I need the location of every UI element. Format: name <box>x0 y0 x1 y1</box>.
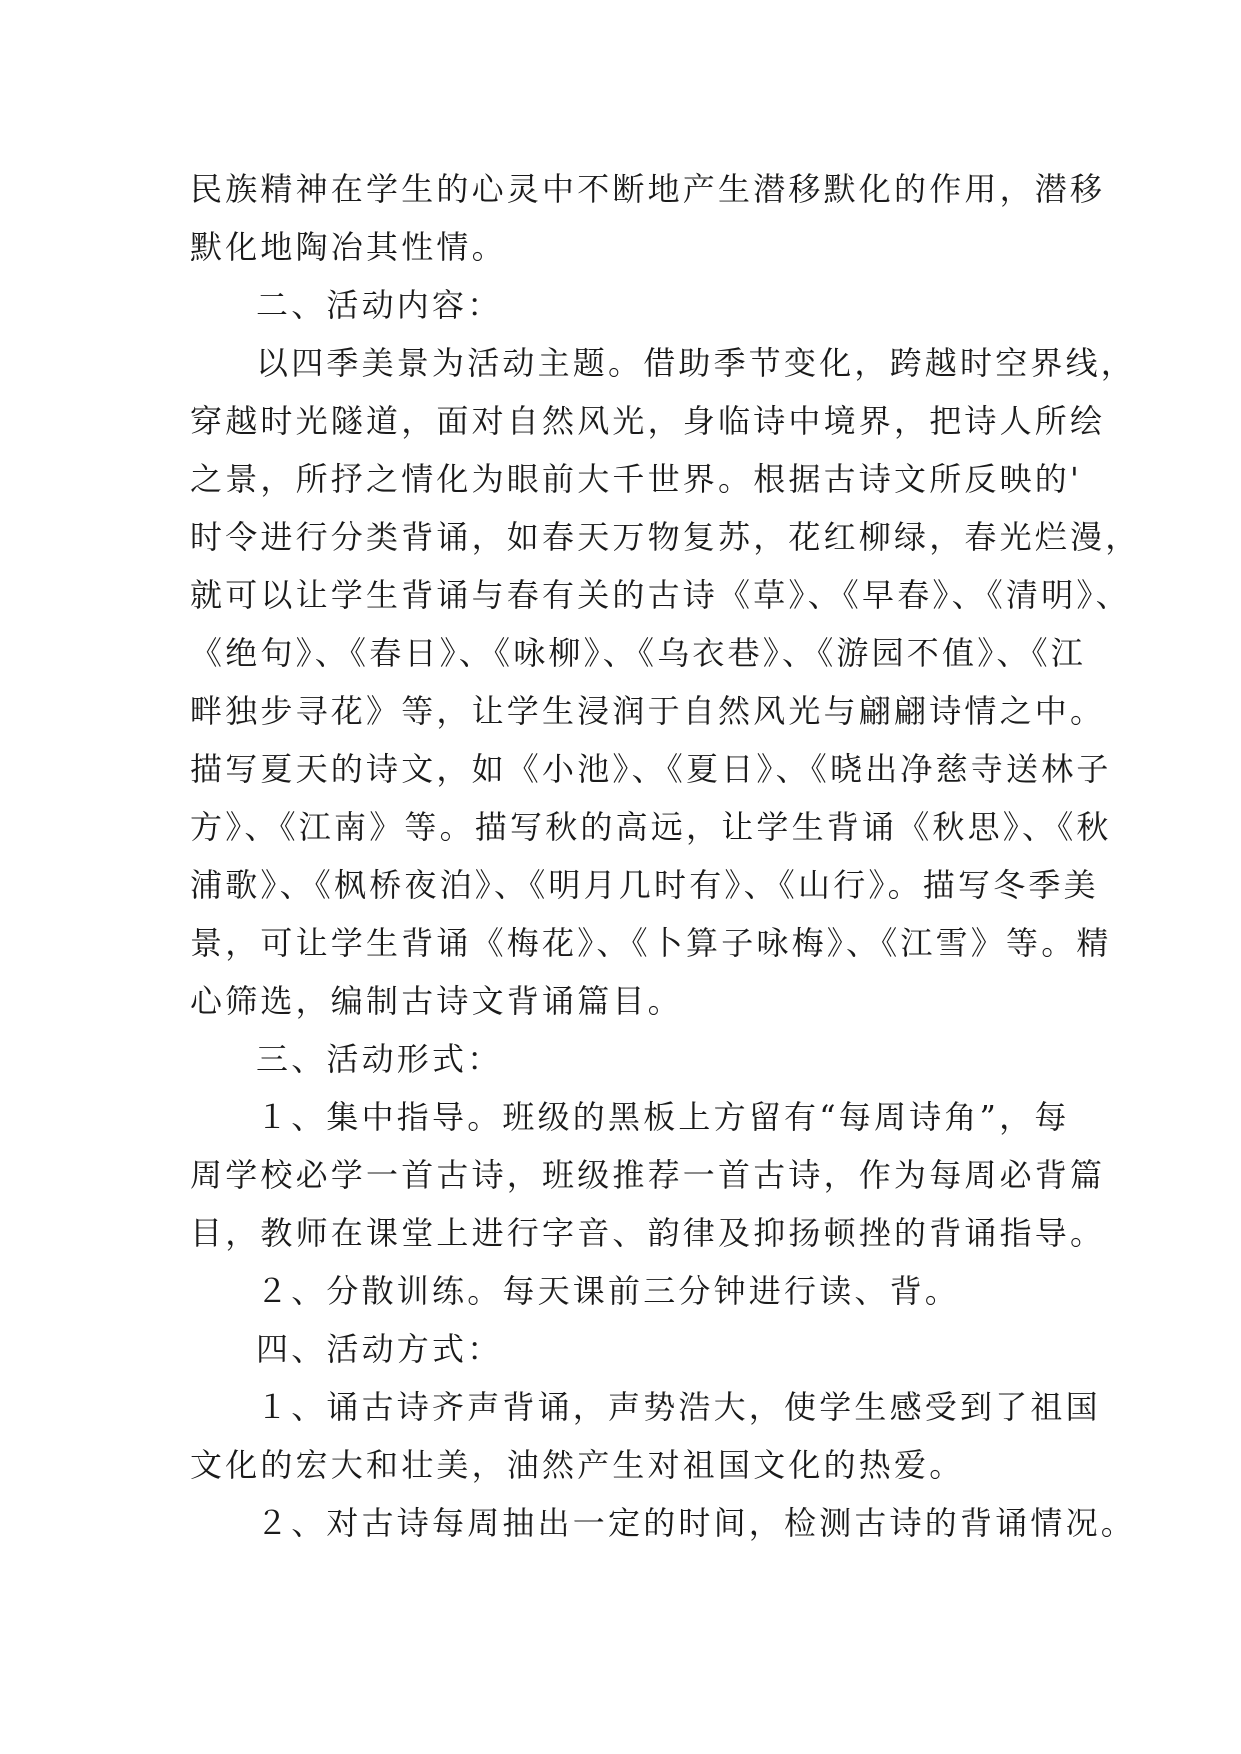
text-line: 就可以让学生背诵与春有关的古诗《草》、《早春》、《清明》、 <box>190 576 1131 614</box>
text-line: 文化的宏大和壮美，油然产生对祖国文化的热爱。 <box>190 1446 965 1484</box>
section-heading: 四、活动方式： <box>256 1330 503 1368</box>
text-line: 穿越时光隧道，面对自然风光，身临诗中境界，把诗人所绘 <box>190 402 1106 440</box>
text-line: 浦歌》、《枫桥夜泊》、《明月几时有》、《山行》。描写冬季美 <box>190 866 1099 904</box>
text-line: 之景，所抒之情化为眼前大千世界。根据古诗文所反映的' <box>190 460 1082 498</box>
section-heading: 二、活动内容： <box>256 286 503 324</box>
text-line: １、集中指导。班级的黑板上方留有“每周诗角”，每 <box>256 1098 1070 1136</box>
text-line: 默化地陶冶其性情。 <box>190 228 507 266</box>
document-body <box>190 160 1141 1552</box>
text-line: 描写夏天的诗文，如《小池》、《夏日》、《晓出净慈寺送林子 <box>190 750 1112 788</box>
text-line: 景，可让学生背诵《梅花》、《卜算子咏梅》、《江雪》等。精 <box>190 924 1112 962</box>
text-line: 民族精神在学生的心灵中不断地产生潜移默化的作用，潜移 <box>190 170 1106 208</box>
text-line: 《绝句》、《春日》、《咏柳》、《乌衣巷》、《游园不值》、《江 <box>190 634 1087 672</box>
text-line: ２、对古诗每周抽出一定的时间，检测古诗的背诵情况。 <box>256 1504 1137 1542</box>
text-line: 畔独步寻花》等，让学生浸润于自然风光与翩翩诗情之中。 <box>190 692 1106 730</box>
text-line: 方》、《江南》等。描写秋的高远，让学生背诵《秋思》、《秋 <box>190 808 1112 846</box>
text-line: ２、分散训练。每天课前三分钟进行读、背。 <box>256 1272 961 1310</box>
section-heading: 三、活动形式： <box>256 1040 503 1078</box>
text-line: １、诵古诗齐声背诵，声势浩大，使学生感受到了祖国 <box>256 1388 1101 1426</box>
text-line: 以四季美景为活动主题。借助季节变化，跨越时空界线， <box>256 344 1137 382</box>
text-line: 时令进行分类背诵，如春天万物复苏，花红柳绿，春光烂漫， <box>190 518 1141 556</box>
text-line: 目，教师在课堂上进行字音、韵律及抑扬顿挫的背诵指导。 <box>190 1214 1106 1252</box>
text-line: 周学校必学一首古诗，班级推荐一首古诗，作为每周必背篇 <box>190 1156 1106 1194</box>
text-line: 心筛选，编制古诗文背诵篇目。 <box>190 982 683 1020</box>
